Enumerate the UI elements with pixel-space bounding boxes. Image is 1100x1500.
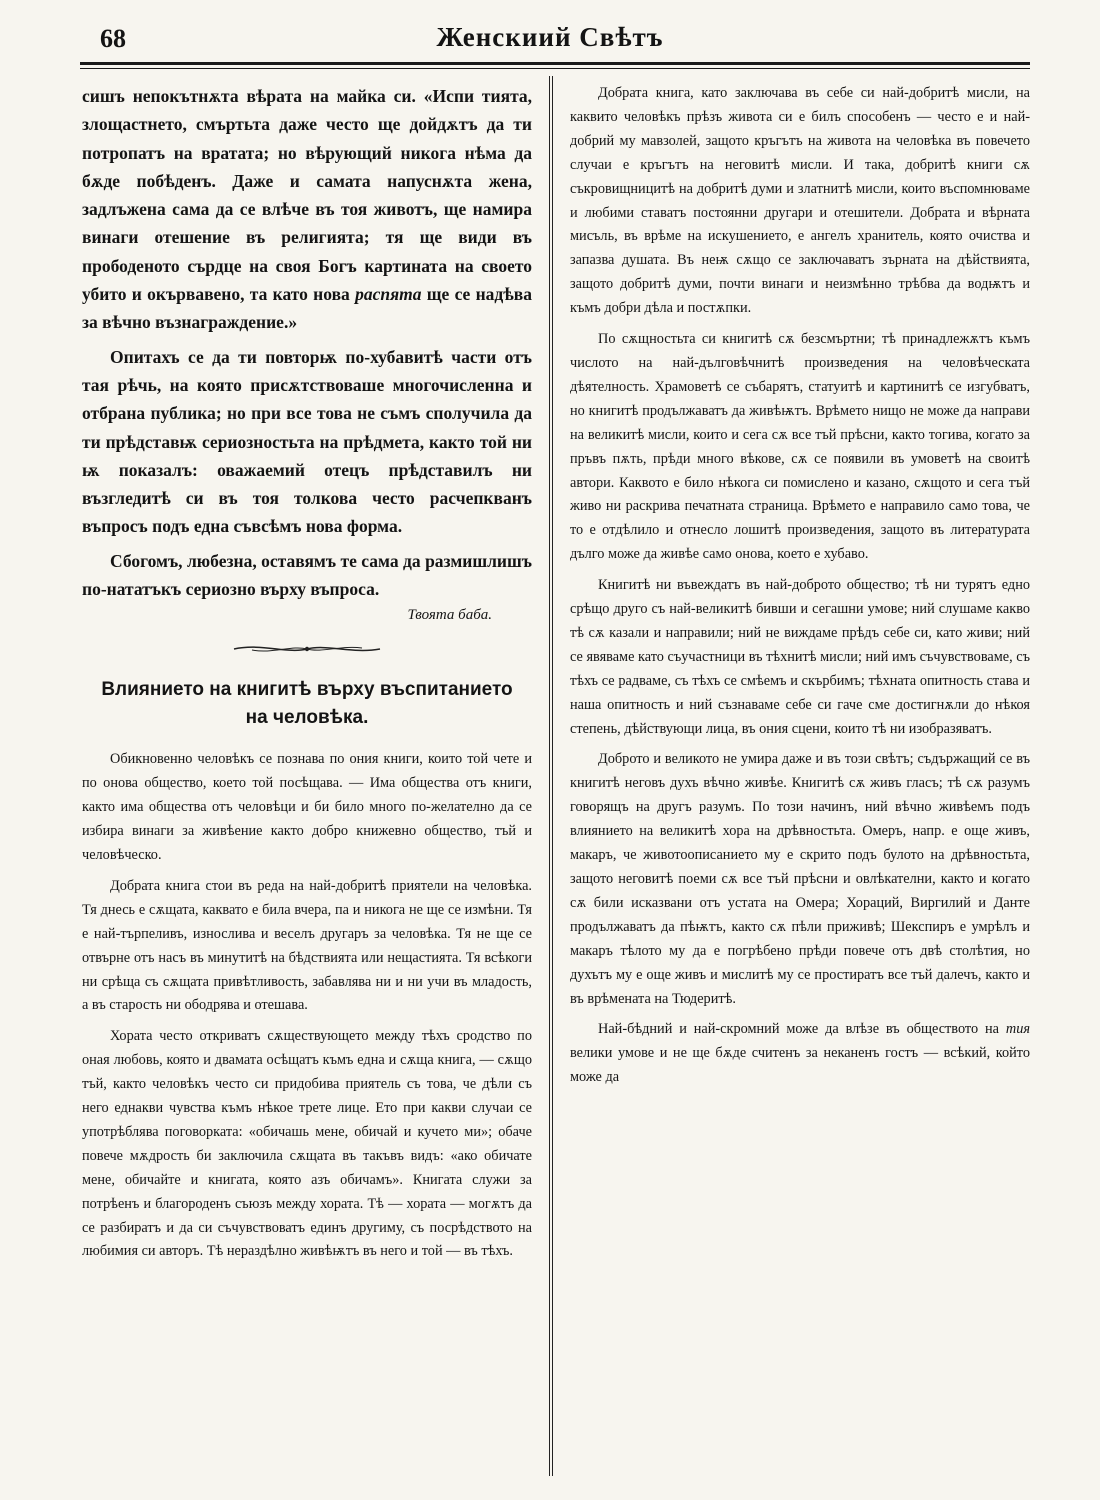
article-paragraph: Добрата книга, като заключава въ себе си най-добритѣ мисли, на каквито человѣкъ прѣзъ живота си е билъ способенъ — често е и най-добрий му мавзолей, защото кръгътъ на живота на человѣка въ повечето случаи е кръгътъ на неговитѣ мисли. И така, добритѣ книги сѫ съкровищницитѣ на добритѣ думи и златнитѣ мисли, които въспомнюваме и любими ставатъ постоянни другари и отешители. Добрата и вѣрната мисъль, въ врѣме на искушението, е ангелъ хранитель, която очиства и запазва душата. Въ неѭ сѫщо се заключаватъ зърната на дѣйствията, защото добритѣ думи, почти винаги и неизмѣнно трѣбва да водѭтъ и къмъ добри дѣла и постѫпки. [570, 85, 1030, 317]
letter-continuation [82, 82, 532, 603]
letter-paragraph: Опитахъ се да ти повторѭ по-хубавитѣ части отъ тая рѣчь, на която присѫтствоваше многочисленна и отбрана публика; но при все това не съмъ сполучила да ти прѣдставѭ сериозностьта на прѣдмета, както той ни ѭ показалъ: оважаемий отецъ прѣдставилъ ни възгледитѣ си въ тоя толкова често расчепкванъ въпросъ подъ една съвсѣмъ нова форма. [82, 346, 532, 537]
page-number: 68 [100, 24, 126, 53]
header-rule-thin [80, 68, 1030, 69]
article-paragraph: Книгитѣ ни въвеждатъ въ най-доброто общество; тѣ ни турятъ едно срѣщо друго съ най-великитѣ бивши и сегашни умове; ний слушаме какво тѣ сѫ казали и направили; ний не виждаме прѣдъ себе си, като живи; ний се явяваме като съучастници въ тѣхнитѣ мисли; ний имъ съчувствоваме, съ тѣхъ се радваме, съ тѣхъ се смѣемъ и скърбимъ; тѣхната опитность става и наша опитность и ний съзнаваме себе си гаче сме достигнѫли до нѣкоя степень, дѣйствующи лица, въ ония сцени, които тѣ ни изобразяватъ. [570, 577, 1031, 737]
article-left-text [82, 748, 532, 1264]
article-paragraph: Хората често откриватъ сѫществующето между тѣхъ сродство по оная любовь, която и двамата осѣщатъ къмъ една и сѫща книга, — сѫщо тъй, както человѣкъ често си придобива приятель съ това, че дѣли съ него еднакви чувства къмъ нѣкое трете лице. Ето при какви случаи се употрѣблява поговорката: «обичашь мене, обичай и кучето ми»; обаче повече мѫдрость би заключила сѫщата въ такъвъ видъ: «ако обичате мене, обичайте и книгата, която азъ обичамъ». Книгата служи за потрѣенъ и благороденъ съюзъ между хората. Тѣ — хората — могѫтъ да се разбиратъ и да си съчувствоватъ единъ другиму, съ посрѣдството на любимия си авторъ. Тѣ нераздѣлно живѣѭтъ въ него и той — въ тѣхъ. [82, 1028, 532, 1260]
header-rule [80, 62, 1030, 65]
article-paragraph: По сѫщностьта си книгитѣ сѫ безсмъртни; тѣ принадлежѫтъ къмъ числото на най-дълговѣчнитѣ произведения на человѣческата дѣятелность. Храмоветѣ се събарятъ, статуитѣ и картинитѣ се изгубватъ, но книгитѣ продължаватъ да живѣѭтъ. Врѣмето нищо не може да направи на великитѣ мисли, които и сега сѫ все тъй прѣсни, както тогива, когато за пръвъ пѫть, прѣди много вѣкове, сѫ се появили въ умоветѣ на своитѣ автори. Каквото е било нѣкога си помислено и казано, сѫщото и сега тъй живо ни раскрива печатната страница. Врѣмето е направило само това, че то е отдѣлило и отнесло лошитѣ произведения, защото въ литературата дълго може да живѣе само онова, което е хубаво. [570, 331, 1030, 563]
article-paragraph: Най-бѣдний и най-скромний може да влѣзе въ обществото на тия велики умове и не ще бѫде считенъ за неканенъ гостъ — всѣкий, който може да [570, 1021, 1030, 1086]
article-paragraph: Обикновенно человѣкъ се познава по ония книги, които той чете и по онова общество, което той посѣщава. — Има общества отъ книги, както има общества отъ человѣци и би било много по-желателно да се избира винаги за живѣение както добро книжевно общество, тъй и человѣческо. [82, 751, 532, 863]
letter-paragraph: сишъ непокътнѫта вѣрата на майка си. «Испи тията, злощастнето, смъртьта даже често ще дойдѫтъ да ти потропатъ на вратата; но вѣрующий никога нѣма да бѫде побѣденъ. Даже и самата напуснѫта жена, задлъжена сама да се влѣче въ тоя животъ, ще намира винаги отешение въ религията; тя ще види въ прободеното сърдце на своя Богъ картината на своето убито и окървавено, та като нова распята ще се надѣва за вѣчно възнаграждение.» [82, 86, 532, 333]
letter-paragraph: Сбогомъ, любезна, оставямъ те сама да размишлишъ по-нататъкъ сериозно върху въпроса. [82, 550, 532, 600]
signature: Твоята баба. [407, 607, 492, 624]
column-separator [549, 76, 550, 1476]
italic-word: тия [1005, 1021, 1030, 1038]
article-paragraph: Добрата книга стои въ реда на най-добритѣ приятели на человѣка. Тя днесь е сѫщата, каквато е била вчера, па и никога не ще се измѣни. Тя е най-търпеливъ, износлива и веселъ другаръ за человѣка. Тя не ще се отвърне отъ насъ въ минутитѣ на бѣдствията или нещастията. Тя всѣкоги ни срѣща съ сѫщата привѣтливость, забавлява ни и ни учи въ младость, а въ старость ни ободрява и отешава. [82, 877, 532, 1014]
right-column [570, 82, 1030, 1090]
column-separator [552, 76, 553, 1476]
italic-word: распята [355, 284, 422, 305]
ornament-divider [232, 642, 382, 656]
left-column [82, 82, 532, 1264]
article-heading: Влиянието на книгитѣ върху въспитанието на человѣка. [101, 679, 513, 729]
article-paragraph: Доброто и великото не умира даже и въ този свѣтъ; съдържащий се въ книгитѣ неговъ духъ вѣчно живѣе. Книгитѣ сѫ живъ гласъ; тѣ сѫ разумъ говорящъ на другъ разумъ. По този начинъ, ний вѣчно живѣемъ подъ влиянието на великитѣ хора на дрѣвностьта. Омеръ, напр. е още живъ, макаръ, че животоописанието му е скрито подъ булото на дрѣвностьта, защото неговитѣ поеми сѫ все тъй прѣсни и овлѣкателни, както и когато сѫ били исказвани отъ устата на Омера; Хораций, Виргилий и Данте продължаватъ да пѣѭтъ, както сѫ пѣли приживѣ; Шекспиръ е умрѣлъ и макаръ тѣлото му да е погрѣбено прѣди повече отъ двѣ столѣтия, но духътъ му е още живъ и мислитѣ му се простиратъ все тъй далечъ, както и въ врѣмената на Тюдеритѣ. [570, 751, 1030, 1007]
running-title: Женскиий Свѣтъ [436, 22, 664, 52]
